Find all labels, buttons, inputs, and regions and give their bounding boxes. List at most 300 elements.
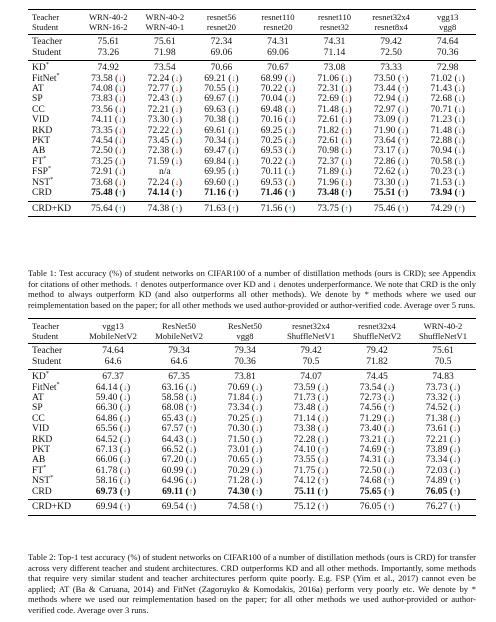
table-cell: 66.52 (↓) bbox=[161, 444, 197, 456]
arrow-down-icon: ↓ bbox=[401, 94, 406, 104]
cell-value: 71.02 bbox=[430, 72, 453, 84]
row-label bbox=[28, 188, 80, 201]
table-cell: 72.21 (↓) bbox=[147, 103, 183, 115]
arrow-up-icon: ↑ bbox=[452, 502, 457, 512]
student-model: vgg8 bbox=[439, 22, 457, 33]
table-cell: 74.08 (↓) bbox=[91, 83, 126, 95]
arrow-down-icon: ↓ bbox=[344, 177, 349, 187]
cell-value: 71.48 bbox=[430, 124, 453, 136]
table-cell: 72.34 bbox=[210, 36, 233, 48]
table-cell: 63.16 (↓) bbox=[161, 381, 197, 393]
cell-value: 73.59 bbox=[293, 381, 316, 393]
cell-value: 69.94 bbox=[95, 501, 118, 513]
cell-value: 74.54 bbox=[91, 135, 113, 147]
cell-value: 75.65 bbox=[359, 485, 382, 497]
arrow-down-icon: ↓ bbox=[118, 94, 123, 104]
table-cell: 70.98 (↓) bbox=[317, 145, 352, 157]
table-cell: 72.77 (↓) bbox=[147, 83, 183, 95]
cell-value: 69.53 bbox=[260, 176, 283, 188]
reimpl-star: * bbox=[56, 72, 60, 79]
table-cell: 75.46 (↑) bbox=[373, 202, 409, 214]
table-cell: 73.64 (↑) bbox=[373, 135, 409, 147]
table-cell: 75.61 bbox=[154, 36, 176, 48]
arrow-down-icon: ↓ bbox=[174, 104, 179, 114]
cell-value: 73.94 bbox=[430, 187, 453, 199]
cell-value: 70.69 bbox=[227, 381, 250, 393]
cell-value: 70.25 bbox=[227, 412, 250, 424]
table-cell: 75.64 (↑) bbox=[91, 202, 126, 214]
arrow-down-icon: ↓ bbox=[320, 434, 325, 444]
arrow-down-icon: ↓ bbox=[231, 167, 236, 177]
arrow-down-icon: ↓ bbox=[452, 465, 457, 475]
reimpl-star: * bbox=[43, 155, 47, 162]
cell-value: 73.68 bbox=[91, 176, 113, 188]
cell-value: 71.89 bbox=[317, 166, 339, 178]
reimpl-star: * bbox=[48, 166, 52, 173]
arrow-down-icon: ↓ bbox=[174, 177, 179, 187]
teacher-model: resnet32x4 bbox=[372, 12, 410, 22]
arrow-down-icon: ↓ bbox=[231, 146, 236, 156]
table-cell: 72.24 (↓) bbox=[147, 176, 183, 188]
table-cell: 71.82 bbox=[366, 355, 388, 367]
cell-value: 72.97 bbox=[373, 103, 396, 115]
table-cell: 72.21 (↓) bbox=[425, 433, 461, 445]
cell-value: 65.56 bbox=[95, 423, 118, 435]
cell-value: 64.52 bbox=[95, 433, 118, 445]
arrow-down-icon: ↓ bbox=[457, 73, 462, 83]
student-model: MobileNetV2 bbox=[155, 331, 203, 342]
table-cell: 71.84 (↓) bbox=[227, 392, 263, 404]
reimpl-star: * bbox=[50, 176, 54, 183]
method-name: CRD bbox=[32, 187, 52, 199]
arrow-up-icon: ↑ bbox=[122, 486, 127, 496]
arrow-down-icon: ↓ bbox=[118, 104, 123, 114]
table-cell: 74.14 (↑) bbox=[147, 187, 183, 199]
table-cell: 70.22 (↓) bbox=[260, 155, 296, 167]
cell-value: 72.50 bbox=[359, 464, 382, 476]
header-row bbox=[28, 10, 476, 23]
cell-value: 70.16 bbox=[260, 114, 283, 126]
header-row bbox=[28, 22, 476, 35]
table-cell: 72.28 (↓) bbox=[293, 433, 329, 445]
arrow-down-icon: ↓ bbox=[287, 177, 292, 187]
cell-value: 73.34 bbox=[425, 454, 448, 466]
arrow-down-icon: ↓ bbox=[344, 125, 349, 135]
cell-value: 66.52 bbox=[161, 444, 184, 456]
table-cell: 69.53 (↓) bbox=[260, 145, 296, 157]
arrow-down-icon: ↓ bbox=[401, 125, 406, 135]
table-cell: 73.59 (↓) bbox=[293, 381, 329, 393]
method-name: AT bbox=[32, 83, 44, 95]
arrow-down-icon: ↓ bbox=[452, 434, 457, 444]
cell-value: 71.16 bbox=[204, 187, 226, 199]
arrow-down-icon: ↓ bbox=[452, 382, 457, 392]
arrow-down-icon: ↓ bbox=[401, 104, 406, 114]
cell-value: 73.45 bbox=[147, 135, 170, 147]
arrow-down-icon: ↓ bbox=[122, 434, 127, 444]
table-cell: 71.59 (↓) bbox=[147, 155, 183, 167]
reimpl-star: * bbox=[56, 381, 60, 388]
cell-value: 74.69 bbox=[359, 444, 382, 456]
table-cell: 64.6 bbox=[170, 355, 188, 367]
cell-value: 70.58 bbox=[430, 155, 453, 167]
arrow-up-icon: ↑ bbox=[386, 486, 391, 496]
caption-2-text: Top-1 test accuracy (%) of student networks on CIFAR100 of a number of distillation methods (ours is CRD) for transfer across very different teacher and student architectures. CRD outperforms KD and all other methods. Importantly, some methods that require very similar student and teacher architectures perform quite poorly. E.g. FSP (Yim et al., 2017) cannot even be applied; AT (Ba & Caruana, 2014) and FitNet (Zagoruyko & Komodakis, 2016a) perform very poorly etc. We denote by * methods where we used our reimplementation based on the paper; for all other methods we used author-provided or author-verified code. Average over 3 runs. bbox=[28, 552, 477, 615]
student-model: WRN-40-1 bbox=[145, 22, 185, 33]
cell-value: 73.61 bbox=[425, 423, 448, 435]
table-cell: 74.54 (↓) bbox=[91, 135, 126, 147]
table-cell: 73.09 (↓) bbox=[373, 114, 409, 126]
table-cell: 70.30 (↓) bbox=[227, 423, 263, 435]
arrow-down-icon: ↓ bbox=[188, 434, 193, 444]
table-cell: 69.25 (↓) bbox=[260, 124, 296, 136]
arrow-down-icon: ↓ bbox=[174, 146, 179, 156]
teacher-row bbox=[28, 35, 476, 48]
arrow-down-icon: ↓ bbox=[188, 455, 193, 465]
table-cell: 72.62 (↓) bbox=[373, 166, 409, 178]
cell-value: 73.32 bbox=[425, 392, 448, 404]
cell-value: 70.98 bbox=[317, 145, 339, 157]
table-cell: 73.45 (↓) bbox=[147, 135, 183, 147]
table-1-grid bbox=[28, 9, 476, 217]
table-cell: 70.25 (↓) bbox=[260, 135, 296, 147]
table-cell: 74.68 (↑) bbox=[359, 475, 395, 487]
cell-value: 65.43 bbox=[161, 412, 184, 424]
cell-value: 69.95 bbox=[204, 166, 226, 178]
table-cell: 73.30 (↓) bbox=[373, 176, 409, 188]
table-cell: 70.36 bbox=[436, 46, 459, 58]
cell-value: 73.58 bbox=[91, 72, 113, 84]
table-1 bbox=[28, 9, 476, 217]
cell-value: 72.31 bbox=[317, 83, 339, 95]
table-cell: 71.89 (↓) bbox=[317, 166, 352, 178]
table-cell: 74.11 (↓) bbox=[91, 114, 126, 126]
arrow-up-icon: ↑ bbox=[118, 188, 123, 198]
arrow-down-icon: ↓ bbox=[118, 136, 123, 146]
cell-value: 58.16 bbox=[95, 475, 118, 487]
arrow-down-icon: ↓ bbox=[122, 455, 127, 465]
cell-value: 64.86 bbox=[95, 412, 118, 424]
arrow-down-icon: ↓ bbox=[287, 146, 292, 156]
method-name: CC bbox=[32, 412, 45, 424]
arrow-down-icon: ↓ bbox=[231, 136, 236, 146]
cell-value: 69.61 bbox=[204, 124, 226, 136]
arrow-down-icon: ↓ bbox=[287, 104, 292, 114]
table-cell: 75.12 (↑) bbox=[293, 501, 329, 513]
arrow-down-icon: ↓ bbox=[231, 73, 236, 83]
table-cell: 70.04 (↓) bbox=[260, 93, 296, 105]
arrow-up-icon: ↑ bbox=[320, 476, 325, 486]
table-cell: 74.31 bbox=[267, 36, 289, 48]
arrow-down-icon: ↓ bbox=[457, 146, 462, 156]
cell-value: 72.77 bbox=[147, 83, 170, 95]
cell-value: 73.44 bbox=[373, 83, 396, 95]
table-cell: 74.64 bbox=[102, 345, 124, 357]
table-cell: 71.82 (↓) bbox=[317, 124, 352, 136]
arrow-up-icon: ↑ bbox=[320, 445, 325, 455]
cell-value: 68.08 bbox=[161, 402, 184, 414]
arrow-down-icon: ↓ bbox=[122, 403, 127, 413]
table-cell: 73.48 (↑) bbox=[317, 187, 352, 199]
table-cell: 71.48 (↓) bbox=[317, 103, 352, 115]
cell-value: 74.07 bbox=[300, 371, 322, 383]
table-cell: 71.06 (↓) bbox=[317, 72, 352, 84]
table-cell: 73.34 (↓) bbox=[227, 402, 263, 414]
table-cell: 64.52 (↓) bbox=[95, 433, 131, 445]
table-cell: 74.29 (↑) bbox=[430, 202, 465, 214]
cell-value: 74.31 bbox=[359, 454, 382, 466]
arrow-down-icon: ↓ bbox=[287, 167, 292, 177]
table-cell: 70.94 (↓) bbox=[430, 145, 465, 157]
arrow-up-icon: ↑ bbox=[174, 188, 179, 198]
arrow-up-icon: ↑ bbox=[231, 203, 236, 213]
table-cell: 71.28 (↓) bbox=[227, 475, 263, 487]
arrow-down-icon: ↓ bbox=[287, 156, 292, 166]
arrow-down-icon: ↓ bbox=[386, 465, 391, 475]
cell-value: 71.06 bbox=[317, 72, 339, 84]
teacher-model: resnet32x4 bbox=[292, 321, 330, 331]
arrow-down-icon: ↓ bbox=[118, 115, 123, 125]
table-cell: 79.34 bbox=[234, 345, 256, 357]
arrow-up-icon: ↑ bbox=[344, 188, 349, 198]
arrow-down-icon: ↓ bbox=[174, 73, 179, 83]
cell-value: 70.71 bbox=[430, 103, 453, 115]
table-cell: 69.67 (↓) bbox=[204, 93, 239, 105]
cell-value: 69.21 bbox=[204, 72, 226, 84]
cell-value: 73.54 bbox=[359, 381, 382, 393]
table-cell: 72.94 (↓) bbox=[373, 93, 409, 105]
arrow-down-icon: ↓ bbox=[122, 413, 127, 423]
arrow-down-icon: ↓ bbox=[457, 115, 462, 125]
method-name: KD bbox=[32, 62, 46, 74]
header-row bbox=[28, 319, 476, 332]
table-cell: 73.54 (↓) bbox=[359, 381, 395, 393]
arrow-down-icon: ↓ bbox=[287, 136, 292, 146]
cell-value: 71.96 bbox=[317, 176, 339, 188]
student-row bbox=[28, 48, 476, 61]
arrow-up-icon: ↑ bbox=[386, 445, 391, 455]
arrow-down-icon: ↓ bbox=[344, 104, 349, 114]
cell-value: 75.12 bbox=[293, 501, 316, 513]
arrow-up-icon: ↑ bbox=[254, 502, 259, 512]
student-model: ShuffleNetV1 bbox=[418, 331, 468, 342]
table-cell: 72.61 (↓) bbox=[317, 114, 352, 126]
arrow-up-icon: ↑ bbox=[401, 203, 406, 213]
table-cell: 70.16 (↓) bbox=[260, 114, 296, 126]
cell-value: 74.92 bbox=[97, 62, 120, 74]
table-cell: 75.61 bbox=[97, 36, 120, 48]
cell-value: 75.64 bbox=[91, 202, 113, 214]
table-cell: 71.75 (↓) bbox=[293, 464, 329, 476]
arrow-up-icon: ↑ bbox=[457, 203, 462, 213]
table-cell: 73.58 (↓) bbox=[91, 72, 126, 84]
table-cell: 64.6 bbox=[104, 355, 122, 367]
arrow-down-icon: ↓ bbox=[457, 84, 462, 94]
cell-value: 71.38 bbox=[425, 412, 448, 424]
arrow-down-icon: ↓ bbox=[254, 465, 259, 475]
cell-value: 72.38 bbox=[147, 145, 170, 157]
table-cell: 71.96 (↓) bbox=[317, 176, 352, 188]
table-cell: 69.95 (↓) bbox=[204, 166, 239, 178]
cell-value: 64.14 bbox=[95, 381, 118, 393]
table-cell: 79.42 bbox=[300, 345, 322, 357]
table-cell: 71.38 (↓) bbox=[425, 412, 461, 424]
table-cell: 73.48 (↓) bbox=[293, 402, 329, 414]
cell-value: 73.83 bbox=[91, 93, 113, 105]
cell-value: 71.14 bbox=[293, 412, 316, 424]
table-cell: 70.25 (↓) bbox=[227, 412, 263, 424]
arrow-down-icon: ↓ bbox=[320, 413, 325, 423]
arrow-down-icon: ↓ bbox=[188, 393, 193, 403]
arrow-up-icon: ↑ bbox=[174, 203, 179, 213]
table-cell: 70.65 (↓) bbox=[227, 454, 263, 466]
cell-value: 70.25 bbox=[260, 135, 283, 147]
table-cell: 64.96 (↓) bbox=[161, 475, 197, 487]
table-cell: 69.21 (↓) bbox=[204, 72, 239, 84]
table-cell: 74.52 (↓) bbox=[425, 402, 461, 414]
student-model: resnet8x4 bbox=[374, 22, 408, 33]
cell-value: 71.90 bbox=[373, 124, 396, 136]
cell-value: 74.83 bbox=[432, 371, 454, 383]
arrow-down-icon: ↓ bbox=[254, 403, 259, 413]
cell-value: 64.96 bbox=[161, 475, 184, 487]
arrow-down-icon: ↓ bbox=[174, 94, 179, 104]
method-name: CC bbox=[32, 103, 45, 115]
table-cell: 72.61 (↓) bbox=[317, 135, 352, 147]
arrow-down-icon: ↓ bbox=[118, 167, 123, 177]
teacher-row bbox=[28, 344, 476, 357]
table-cell: 72.68 (↓) bbox=[430, 93, 465, 105]
arrow-down-icon: ↓ bbox=[122, 476, 127, 486]
cell-value: 72.86 bbox=[373, 155, 396, 167]
row-label: Teacher bbox=[32, 345, 63, 357]
arrow-up-icon: ↑ bbox=[452, 486, 457, 496]
cell-value: 71.53 bbox=[430, 176, 453, 188]
arrow-up-icon: ↑ bbox=[386, 502, 391, 512]
table-cell: 69.84 (↓) bbox=[204, 155, 239, 167]
arrow-down-icon: ↓ bbox=[344, 156, 349, 166]
arrow-down-icon: ↓ bbox=[254, 424, 259, 434]
cell-value: 73.81 bbox=[234, 371, 256, 383]
arrow-down-icon: ↓ bbox=[188, 382, 193, 392]
cell-value: 74.10 bbox=[293, 444, 316, 456]
table-cell: 68.08 (↑) bbox=[161, 402, 197, 414]
arrow-down-icon: ↓ bbox=[452, 445, 457, 455]
arrow-up-icon: ↑ bbox=[188, 486, 193, 496]
table-row bbox=[28, 487, 476, 500]
cell-value: 74.12 bbox=[293, 475, 316, 487]
table-cell: 71.53 (↓) bbox=[430, 176, 465, 188]
row-label: CRD+KD bbox=[32, 202, 71, 214]
table-cell: 60.99 (↓) bbox=[161, 464, 197, 476]
teacher-model: resnet56 bbox=[206, 12, 236, 22]
table-cell: 69.73 (↑) bbox=[95, 485, 131, 497]
cell-value: 71.48 bbox=[317, 103, 339, 115]
teacher-model: ResNet50 bbox=[162, 321, 196, 331]
cell-value: 74.29 bbox=[430, 202, 453, 214]
student-model: ShuffleNetV1 bbox=[286, 331, 336, 342]
table-cell: 67.57 (↑) bbox=[161, 423, 197, 435]
cell-value: 69.11 bbox=[162, 485, 184, 497]
arrow-up-icon: ↑ bbox=[320, 502, 325, 512]
arrow-down-icon: ↓ bbox=[188, 413, 193, 423]
cell-value: 75.11 bbox=[294, 485, 316, 497]
arrow-down-icon: ↓ bbox=[287, 73, 292, 83]
cell-value: 74.08 bbox=[91, 83, 113, 95]
arrow-down-icon: ↓ bbox=[231, 125, 236, 135]
cell-value: 64.43 bbox=[161, 433, 184, 445]
cell-value: 72.21 bbox=[425, 433, 448, 445]
cell-value: 69.67 bbox=[204, 93, 226, 105]
table-cell: 70.11 (↓) bbox=[260, 166, 295, 178]
arrow-down-icon: ↓ bbox=[287, 125, 292, 135]
cell-value: 67.57 bbox=[161, 423, 184, 435]
table-cell: 73.56 (↓) bbox=[91, 103, 126, 115]
cell-value: 74.14 bbox=[147, 187, 170, 199]
cell-value: 73.35 bbox=[91, 124, 113, 136]
table-cell: 76.05 (↑) bbox=[359, 501, 395, 513]
table-cell: 72.31 (↓) bbox=[317, 83, 352, 95]
table-cell: 66.06 (↓) bbox=[95, 454, 131, 466]
table-cell: 72.43 (↓) bbox=[147, 93, 183, 105]
arrow-down-icon: ↓ bbox=[401, 177, 406, 187]
cell-value: 72.22 bbox=[147, 124, 170, 136]
cell-value: 74.89 bbox=[425, 475, 448, 487]
cell-value: 71.59 bbox=[147, 155, 170, 167]
arrow-down-icon: ↓ bbox=[320, 424, 325, 434]
arrow-down-icon: ↓ bbox=[231, 84, 236, 94]
arrow-down-icon: ↓ bbox=[118, 84, 123, 94]
table-cell: 72.38 (↓) bbox=[147, 145, 183, 157]
arrow-down-icon: ↓ bbox=[254, 445, 259, 455]
cell-value: 59.40 bbox=[95, 392, 118, 404]
table-cell: 73.25 (↓) bbox=[91, 155, 126, 167]
table-cell: 66.30 (↓) bbox=[95, 402, 131, 414]
arrow-down-icon: ↓ bbox=[122, 445, 127, 455]
cell-value: 74.56 bbox=[359, 402, 382, 414]
table-cell: 73.32 (↓) bbox=[425, 392, 461, 404]
cell-value: 71.23 bbox=[430, 114, 453, 126]
table-cell: 71.90 (↓) bbox=[373, 124, 409, 136]
table-cell: 73.55 (↓) bbox=[293, 454, 329, 466]
arrow-down-icon: ↓ bbox=[188, 476, 193, 486]
cell-value: 70.29 bbox=[227, 464, 250, 476]
reimpl-star: * bbox=[43, 464, 47, 471]
table-cell: 73.35 (↓) bbox=[91, 124, 126, 136]
cell-value: 67.20 bbox=[161, 454, 184, 466]
table-cell: 73.68 (↓) bbox=[91, 176, 126, 188]
reimpl-star: * bbox=[45, 371, 49, 378]
cell-value: 72.73 bbox=[359, 392, 382, 404]
teacher-model: resnet110 bbox=[317, 12, 352, 22]
method-name: SP bbox=[32, 93, 43, 105]
cell-value: 70.55 bbox=[204, 83, 226, 95]
cell-value: 70.67 bbox=[267, 62, 289, 74]
table-cell: 71.02 (↓) bbox=[430, 72, 465, 84]
arrow-down-icon: ↓ bbox=[457, 104, 462, 114]
table-cell: 74.89 (↑) bbox=[425, 475, 461, 487]
table-cell: 67.13 (↓) bbox=[95, 444, 131, 456]
arrow-down-icon: ↓ bbox=[457, 156, 462, 166]
table-cell: 72.50 (↓) bbox=[91, 145, 126, 157]
student-model: resnet20 bbox=[263, 22, 293, 33]
table-cell: 64.43 (↓) bbox=[161, 433, 197, 445]
table-cell: 72.37 (↓) bbox=[317, 155, 352, 167]
cell-value: 72.69 bbox=[317, 93, 339, 105]
arrow-down-icon: ↓ bbox=[320, 382, 325, 392]
table-cell: 79.34 bbox=[168, 345, 190, 357]
cell-value: 58.58 bbox=[161, 392, 184, 404]
